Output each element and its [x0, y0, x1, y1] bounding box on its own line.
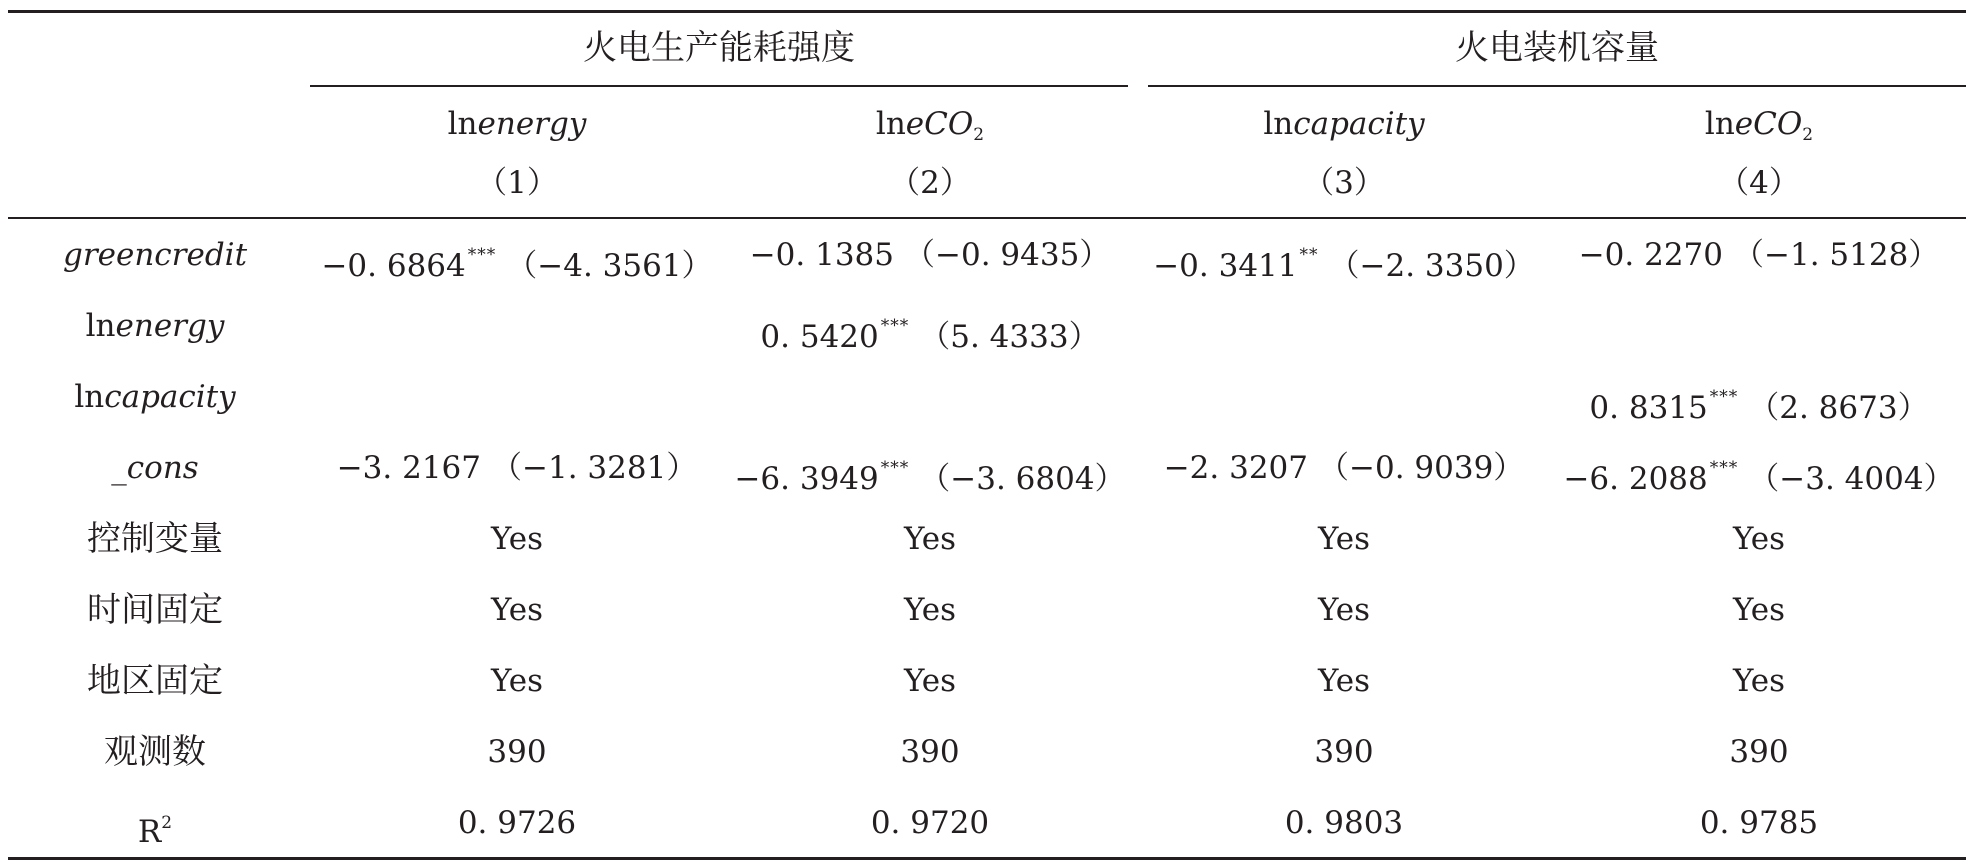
coef-cell: [321, 235, 713, 284]
bottom-rule: [8, 857, 1966, 860]
var-name: eCO: [905, 106, 974, 142]
column-number-3: （3）: [1303, 165, 1385, 201]
column-number-2: （2）: [889, 165, 971, 201]
row-label-cons: _cons: [111, 450, 199, 486]
significance-stars: ***: [880, 316, 910, 336]
observations-value: 390: [1729, 734, 1789, 770]
coef-value: −3. 2167: [336, 450, 481, 486]
column-header-var-4: [1705, 104, 1813, 144]
column-header-var-3: [1263, 104, 1424, 144]
time-fixed-value: Yes: [490, 592, 544, 628]
coef-value: 0. 5420: [760, 319, 879, 355]
controls-value: Yes: [903, 521, 957, 557]
var-prefix: ln: [1704, 106, 1735, 142]
coef-cell: [1579, 235, 1940, 275]
coef-value: −0. 3411: [1153, 248, 1298, 284]
r2-label: R: [137, 814, 162, 850]
label-name: energy: [115, 308, 225, 344]
t-stat: （−4. 3561）: [506, 248, 713, 284]
coef-cell: [1563, 448, 1955, 497]
t-stat: （−0. 9435）: [904, 237, 1111, 273]
column-header-var-2: [876, 104, 984, 144]
r2-superscript: 2: [161, 813, 173, 833]
row-label-time-fixed: 时间固定: [87, 590, 223, 630]
time-fixed-value: Yes: [1732, 592, 1786, 628]
controls-value: Yes: [1317, 521, 1371, 557]
time-fixed-value: Yes: [903, 592, 957, 628]
var-subscript: 2: [1802, 125, 1814, 145]
group-header-1: 火电生产能耗强度: [583, 28, 855, 68]
t-stat: （−3. 4004）: [1748, 461, 1955, 497]
header-bottom-rule: [8, 217, 1966, 219]
var-name: eCO: [1734, 106, 1803, 142]
t-stat: （5. 4333）: [919, 319, 1100, 355]
coef-cell: [1164, 448, 1525, 488]
row-label-observations: 观测数: [104, 732, 206, 772]
region-fixed-value: Yes: [490, 663, 544, 699]
row-label-lnenergy: [86, 306, 225, 346]
t-stat: （−0. 9039）: [1318, 450, 1525, 486]
row-label-region-fixed: 地区固定: [87, 661, 223, 701]
significance-stars: ***: [1709, 458, 1739, 478]
row-label-controls: 控制变量: [87, 519, 223, 559]
coef-cell: [734, 448, 1126, 497]
coef-value: 0. 8315: [1589, 390, 1708, 426]
coef-cell: [1589, 377, 1929, 426]
region-fixed-value: Yes: [903, 663, 957, 699]
significance-stars: **: [1299, 245, 1319, 265]
r-squared-value: 0. 9726: [457, 805, 577, 841]
coef-value: −0. 6864: [321, 248, 466, 284]
var-subscript: 2: [973, 125, 985, 145]
coef-value: −0. 2270: [1578, 237, 1723, 273]
label-name: capacity: [104, 379, 236, 415]
group2-underline: [1148, 85, 1966, 87]
significance-stars: ***: [467, 245, 497, 265]
significance-stars: ***: [880, 458, 910, 478]
r-squared-value: 0. 9720: [870, 805, 990, 841]
row-label-lncapacity: [74, 377, 235, 417]
time-fixed-value: Yes: [1317, 592, 1371, 628]
t-stat: （−3. 6804）: [919, 461, 1126, 497]
column-header-var-1: [448, 104, 587, 144]
region-fixed-value: Yes: [1317, 663, 1371, 699]
column-number-4: （4）: [1718, 165, 1800, 201]
label-prefix: ln: [85, 308, 116, 344]
var-prefix: ln: [447, 106, 478, 142]
coef-cell: [1153, 235, 1535, 284]
t-stat: （2. 8673）: [1748, 390, 1929, 426]
significance-stars: ***: [1709, 387, 1739, 407]
row-label-r-squared: [137, 803, 173, 850]
r-squared-value: 0. 9803: [1284, 805, 1404, 841]
observations-value: 390: [1314, 734, 1374, 770]
coef-value: −6. 3949: [734, 461, 879, 497]
label-prefix: ln: [74, 379, 105, 415]
controls-value: Yes: [1732, 521, 1786, 557]
coef-value: −6. 2088: [1563, 461, 1708, 497]
row-label-greencredit: greencredit: [62, 237, 248, 273]
top-rule: [8, 10, 1966, 13]
coef-cell: [337, 448, 698, 488]
var-prefix: ln: [1263, 106, 1294, 142]
var-name: energy: [477, 106, 587, 142]
group1-underline: [310, 85, 1128, 87]
var-name: capacity: [1293, 106, 1425, 142]
coef-value: −0. 1385: [749, 237, 894, 273]
observations-value: 390: [487, 734, 547, 770]
controls-value: Yes: [490, 521, 544, 557]
region-fixed-value: Yes: [1732, 663, 1786, 699]
t-stat: （−2. 3350）: [1328, 248, 1535, 284]
r-squared-value: 0. 9785: [1699, 805, 1819, 841]
column-number-1: （1）: [476, 165, 558, 201]
coef-cell: [760, 306, 1100, 355]
coef-cell: [750, 235, 1111, 275]
var-prefix: ln: [875, 106, 906, 142]
observations-value: 390: [900, 734, 960, 770]
t-stat: （−1. 5128）: [1733, 237, 1940, 273]
group-header-2: 火电装机容量: [1455, 28, 1659, 68]
coef-value: −2. 3207: [1163, 450, 1308, 486]
t-stat: （−1. 3281）: [491, 450, 698, 486]
